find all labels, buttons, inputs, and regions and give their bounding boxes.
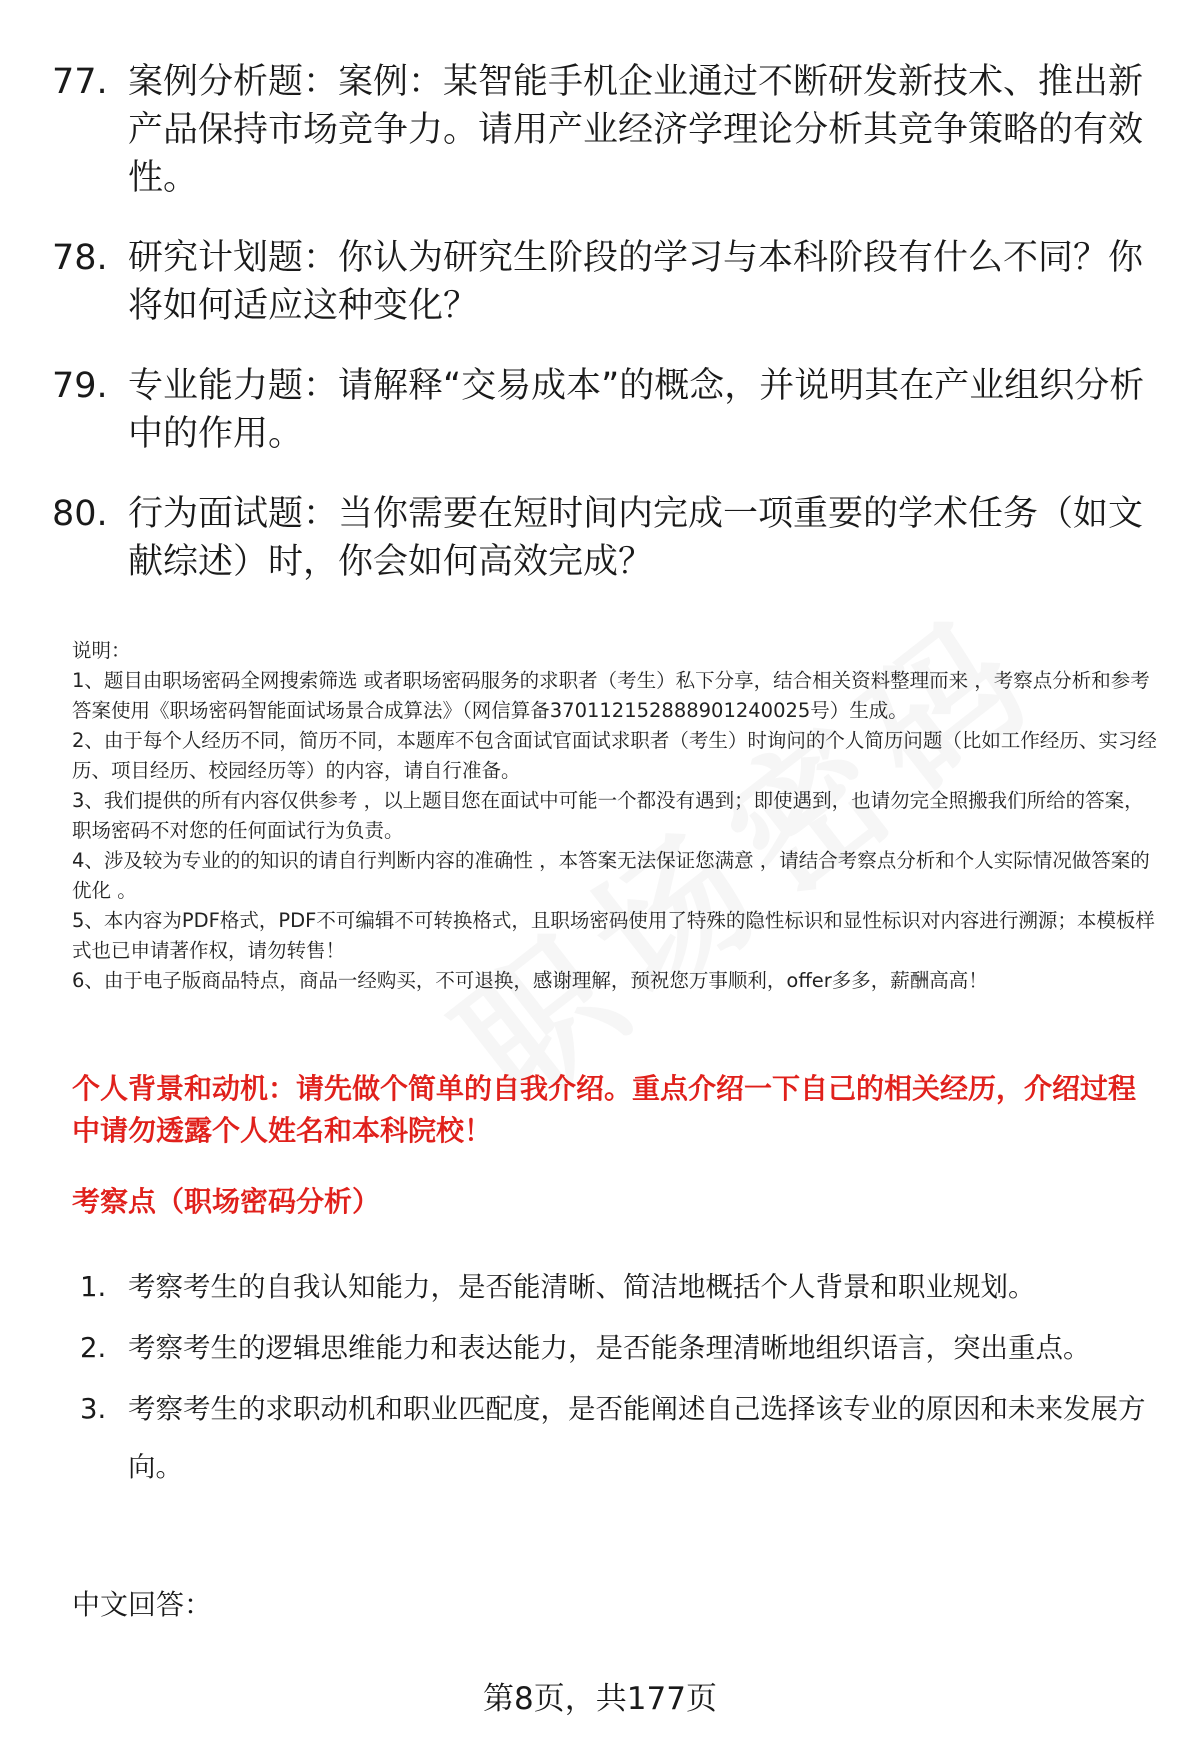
section-heading: 个人背景和动机：请先做个简单的自我介绍。重点介绍一下自己的相关经历，介绍过程中请勿透露个人姓名和本科院校！ bbox=[72, 1072, 1137, 1147]
question-text: 案例分析题：案例：某智能手机企业通过不断研发新技术、推出新产品保持市场竞争力。请用产业经济学理论分析其竞争策略的有效性。 bbox=[128, 62, 1144, 198]
question-number: 78. bbox=[52, 238, 108, 278]
answer-label: 中文回答： bbox=[72, 1588, 213, 1621]
question-list bbox=[52, 58, 1152, 618]
section-subheading: 考察点（职场密码分析） bbox=[72, 1185, 381, 1218]
page-number: 第8页，共177页 bbox=[483, 1681, 717, 1717]
point-item bbox=[80, 1319, 1160, 1377]
note-item: 2、由于每个人经历不同，简历不同，本题库不包含面试官面试求职者（考生）时询问的个人简历问题（比如工作经历、实习经历、项目经历、校园经历等）的内容，请自行准备。 bbox=[72, 729, 1157, 782]
question-number: 79. bbox=[52, 366, 108, 406]
point-number: 1. bbox=[80, 1271, 107, 1303]
point-text: 考察考生的求职动机和职业匹配度，是否能阐述自己选择该专业的原因和未来发展方向。 bbox=[128, 1393, 1146, 1483]
question-number: 77. bbox=[52, 62, 108, 102]
point-number: 2. bbox=[80, 1332, 107, 1364]
note-item: 4、涉及较为专业的的知识的请自行判断内容的准确性 ，本答案无法保证您满意 ，请结合考察点分析和个人实际情况做答案的优化 。 bbox=[72, 849, 1150, 902]
notes-block bbox=[72, 636, 1157, 996]
question-item bbox=[52, 362, 1152, 458]
point-item bbox=[80, 1380, 1160, 1496]
question-text: 研究计划题：你认为研究生阶段的学习与本科阶段有什么不同？你将如何适应这种变化？ bbox=[128, 238, 1144, 326]
note-item: 6、由于电子版商品特点，商品一经购买，不可退换，感谢理解，预祝您万事顺利，offer多多，薪酬高高！ bbox=[72, 969, 988, 992]
question-number: 80. bbox=[52, 494, 108, 534]
question-text: 行为面试题：当你需要在短时间内完成一项重要的学术任务（如文献综述）时，你会如何高效完成？ bbox=[128, 494, 1144, 582]
point-item bbox=[80, 1258, 1160, 1316]
note-item: 3、我们提供的所有内容仅供参考 ，以上题目您在面试中可能一个都没有遇到；即使遇到，也请勿完全照搬我们所给的答案，职场密码不对您的任何面试行为负责。 bbox=[72, 789, 1144, 842]
question-item bbox=[52, 234, 1152, 330]
point-text: 考察考生的自我认知能力，是否能清晰、简洁地概括个人背景和职业规划。 bbox=[128, 1271, 1036, 1303]
question-item bbox=[52, 58, 1152, 202]
note-item: 1、题目由职场密码全网搜索筛选 或者职场密码服务的求职者（考生）私下分享，结合相关资料整理而来 ，考察点分析和参考答案使用《职场密码智能面试场景合成算法》（网信算备370112152888901240025号）生成。 bbox=[72, 669, 1150, 722]
point-text: 考察考生的逻辑思维能力和表达能力，是否能条理清晰地组织语言，突出重点。 bbox=[128, 1332, 1091, 1364]
question-text: 专业能力题：请解释“交易成本”的概念，并说明其在产业组织分析中的作用。 bbox=[128, 366, 1145, 454]
notes-title: 说明： bbox=[72, 639, 131, 662]
note-item: 5、本内容为PDF格式，PDF不可编辑不可转换格式，且职场密码使用了特殊的隐性标识和显性标识对内容进行溯源；本模板样式也已申请著作权，请勿转售！ bbox=[72, 909, 1155, 962]
point-number: 3. bbox=[80, 1393, 107, 1425]
question-item bbox=[52, 490, 1152, 586]
point-list bbox=[80, 1258, 1160, 1499]
